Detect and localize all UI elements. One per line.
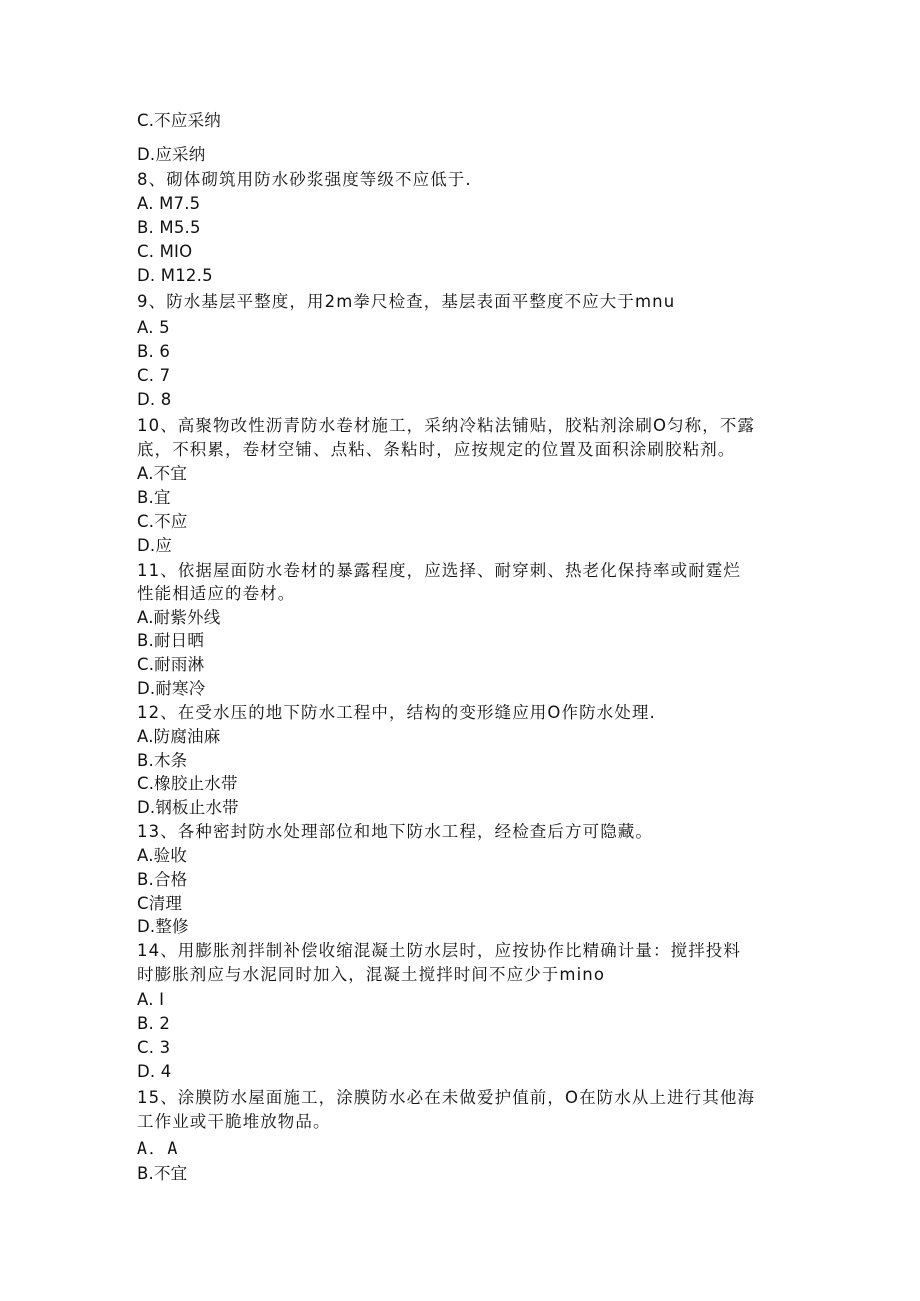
q10-option-a: A.不宜 [137, 464, 188, 483]
q12-option-d: D.钢板止水带 [137, 798, 239, 817]
question-8: 8、砌体砌筑用防水砂浆强度等级不应低于. [137, 170, 472, 189]
question-15-line-1: 15、涂膜防水屋面施工，涂膜防水必在未做爱护值前，O在防水从上进行其他海 [137, 1088, 756, 1107]
question-14-line-1: 14、用膨胀剂拌制补偿收缩混凝土防水层时，应按协作比精确计量：搅拌投料 [137, 941, 741, 960]
q15-option-a: A．A [137, 1139, 180, 1158]
q12-option-a: A.防腐油麻 [137, 727, 221, 746]
q9-option-a: A. 5 [137, 318, 170, 337]
q10-option-b: B.宜 [137, 488, 171, 507]
q12-option-c: C.橡胶止水带 [137, 774, 238, 793]
q9-option-d: D. 8 [137, 390, 172, 409]
q10-option-c: C.不应 [137, 512, 188, 531]
question-10-line-1: 10、高聚物改性沥青防水卷材施工，采纳冷粘法铺贴，胶粘剂涂刷O匀称，不露 [137, 416, 756, 435]
q8-option-d: D. M12.5 [137, 266, 213, 285]
q13-option-d: D.整修 [137, 917, 189, 936]
q8-option-c: C. MIO [137, 242, 193, 261]
question-15-line-2: 工作业或干脆堆放物品。 [137, 1112, 331, 1131]
q14-option-b: B. 2 [137, 1014, 171, 1033]
question-14-line-2: 时膨胀剂应与水泥同时加入，混凝土搅拌时间不应少于mino [137, 965, 606, 984]
option-d-prev: D.应采纳 [137, 145, 206, 164]
option-c-prev: C.不应采纳 [137, 111, 221, 130]
q9-option-b: B. 6 [137, 342, 171, 361]
q11-option-d: D.耐寒冷 [137, 679, 206, 698]
q9-option-c: C. 7 [137, 366, 171, 385]
q15-option-b: B.不宜 [137, 1164, 188, 1183]
q12-option-b: B.木条 [137, 751, 188, 770]
q11-option-c: C.耐雨淋 [137, 655, 205, 674]
q11-option-a: A.耐紫外线 [137, 608, 221, 627]
q14-option-a: A. I [137, 990, 165, 1009]
q8-option-a: A. M7.5 [137, 194, 201, 213]
q14-option-c: C. 3 [137, 1038, 171, 1057]
question-9: 9、防水基层平整度，用2m拳尺检查，基层表面平整度不应大于mnu [137, 292, 676, 311]
question-10-line-2: 底，不积累，卷材空铺、点粘、条粘时，应按规定的位置及面积涂刷胶粘剂。 [137, 440, 736, 459]
q13-option-c: C清理 [137, 894, 183, 913]
q14-option-d: D. 4 [137, 1062, 172, 1081]
question-13: 13、各种密封防水处理部位和地下防水工程，经检查后方可隐藏。 [137, 822, 653, 841]
q11-option-b: B.耐日晒 [137, 631, 205, 650]
q13-option-b: B.合格 [137, 870, 188, 889]
q10-option-d: D.应 [137, 536, 173, 555]
q8-option-b: B. M5.5 [137, 218, 201, 237]
question-11-line-1: 11、依据屋面防水卷材的暴露程度，应选择、耐穿刺、热老化保持率或耐霆烂 [137, 561, 741, 580]
question-12: 12、在受水压的地下防水工程中，结构的变形缝应用O作防水处理. [137, 703, 656, 722]
question-11-line-2: 性能相适应的卷材。 [137, 584, 296, 603]
q13-option-a: A.验收 [137, 846, 188, 865]
